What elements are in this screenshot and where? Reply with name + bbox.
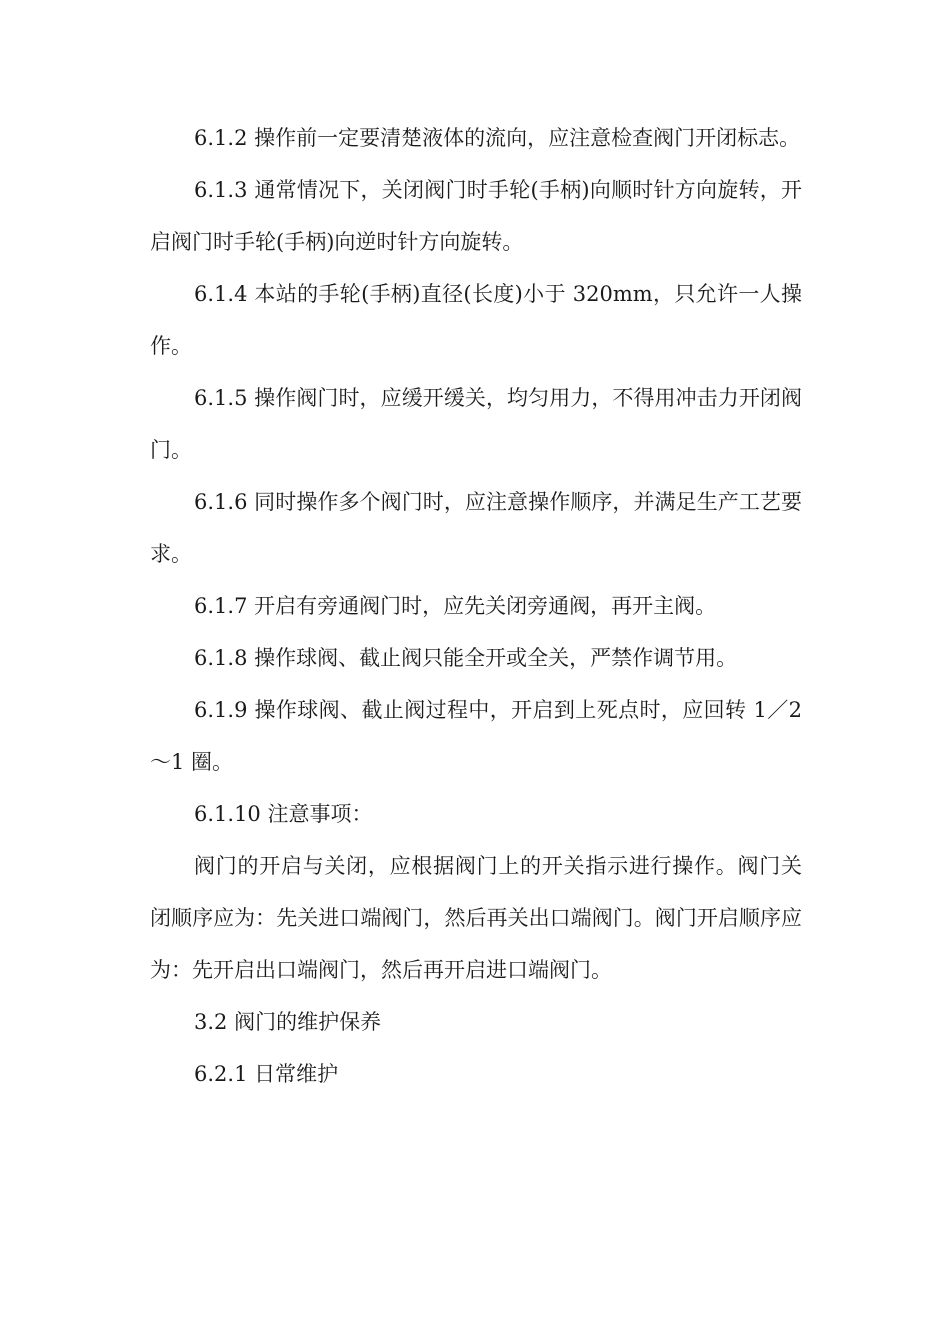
- paragraph-6-1-4: 6.1.4 本站的手轮(手柄)直径(长度)小于 320mm，只允许一人操作。: [150, 282, 802, 358]
- paragraph-6-1-9: 6.1.9 操作球阀、截止阀过程中，开启到上死点时，应回转 1／2～1 圈。: [150, 698, 802, 774]
- paragraph-6-1-7: 6.1.7 开启有旁通阀门时，应先关闭旁通阀，再开主阀。: [194, 594, 717, 618]
- paragraph-valve-notes: 阀门的开启与关闭，应根据阀门上的开关指示进行操作。阀门关闭顺序应为：先关进口端阀门，然后再关出口端阀门。阀门开启顺序应为：先开启出口端阀门，然后再开启进口端阀门。: [150, 854, 802, 982]
- paragraph-6-1-6: 6.1.6 同时操作多个阀门时，应注意操作顺序，并满足生产工艺要求。: [150, 490, 802, 566]
- subsection-heading-6-2-1: 6.2.1 日常维护: [194, 1062, 339, 1086]
- paragraph-6-1-5: 6.1.5 操作阀门时，应缓开缓关，均匀用力，不得用冲击力开闭阀门。: [150, 386, 802, 462]
- paragraph-6-1-10-heading: 6.1.10 注意事项：: [194, 802, 373, 826]
- document-body: [150, 112, 802, 1100]
- paragraph-6-1-3: 6.1.3 通常情况下，关闭阀门时手轮(手柄)向顺时针方向旋转，开启阀门时手轮(手柄)向逆时针方向旋转。: [150, 178, 802, 254]
- section-heading-3-2: 3.2 阀门的维护保养: [194, 1010, 382, 1034]
- paragraph-6-1-2: 6.1.2 操作前一定要清楚液体的流向，应注意检查阀门开闭标志。: [194, 126, 801, 150]
- paragraph-6-1-8: 6.1.8 操作球阀、截止阀只能全开或全关，严禁作调节用。: [194, 646, 738, 670]
